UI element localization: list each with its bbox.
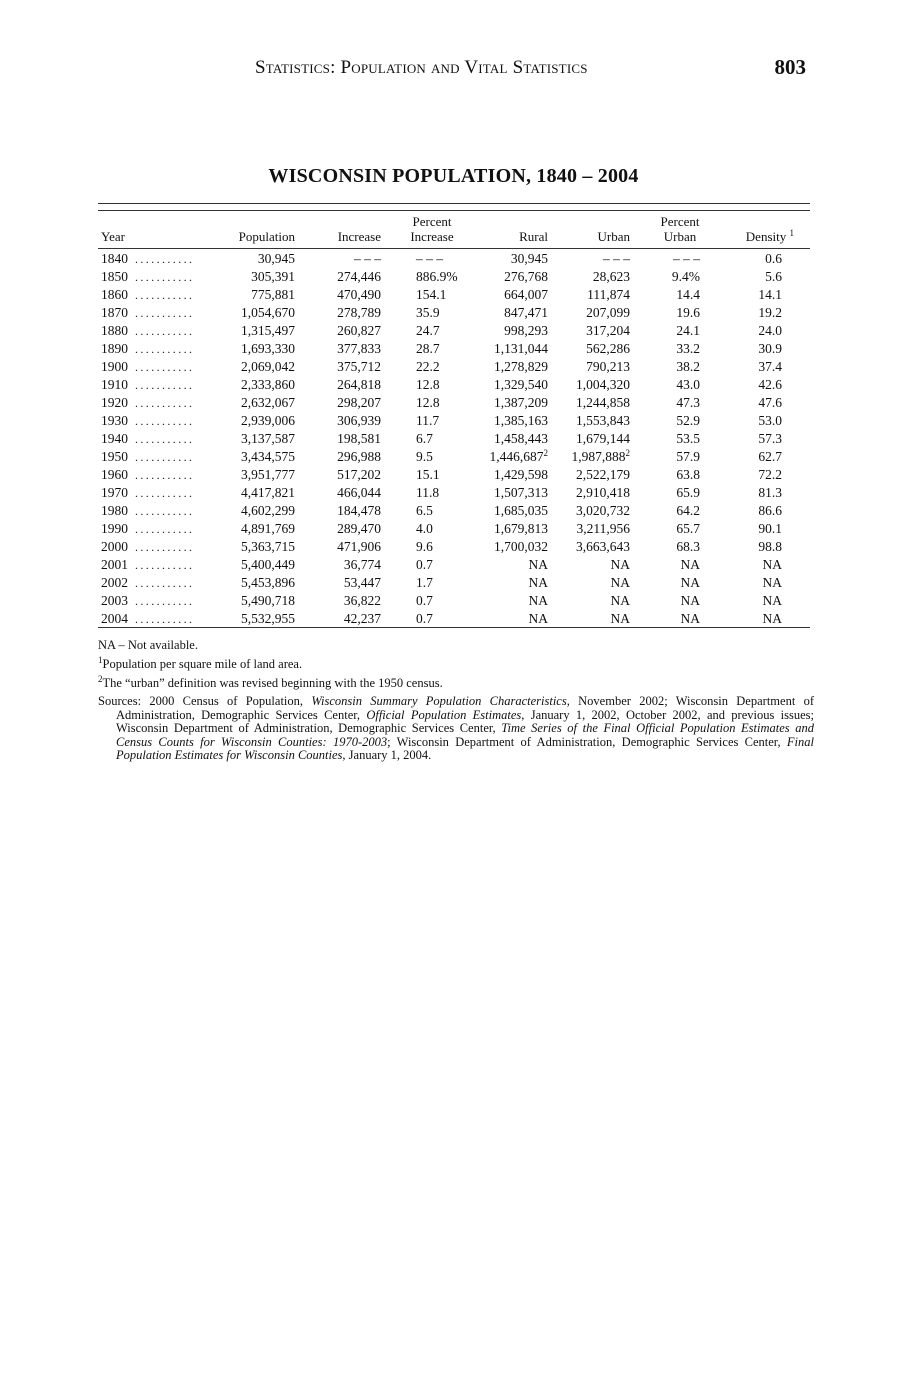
cell-urban-value: 3,211,956: [576, 521, 630, 536]
cell-year: 1900: [101, 359, 128, 374]
cell-year: 1880: [101, 323, 128, 338]
cell-density: 37.4: [758, 359, 782, 374]
cell-population: 5,400,449: [241, 557, 295, 572]
cell-year: 2003: [101, 593, 128, 608]
cell-population: 2,632,067: [241, 395, 295, 410]
cell-increase: 278,789: [337, 305, 381, 320]
cell-density: 24.0: [758, 323, 782, 338]
cell-increase: 260,827: [337, 323, 381, 338]
cell-year: 1950: [101, 449, 128, 464]
cell-percent-increase: 1.7: [416, 575, 433, 590]
cell-population: 3,434,575: [241, 449, 295, 464]
cell-rural: [529, 592, 549, 610]
cell-leader-dots: ...........: [135, 432, 195, 446]
cell-urban: [576, 466, 630, 484]
cell-rural: [504, 286, 548, 304]
cell-density: 86.6: [758, 503, 782, 518]
cell-rural: [529, 610, 549, 628]
cell-population: 2,333,860: [241, 377, 295, 392]
cell-urban: [576, 412, 630, 430]
table-row: [98, 610, 810, 628]
cell-urban-value: 1,987,888: [571, 449, 626, 464]
cell-increase: 470,490: [337, 287, 381, 302]
cell-percent-increase: 9.6: [416, 539, 433, 554]
cell-density: 62.7: [758, 449, 782, 464]
cell-percent-urban: 14.4: [676, 287, 700, 302]
cell-population: 775,881: [251, 287, 295, 302]
cell-density: 72.2: [758, 467, 782, 482]
cell-urban: [611, 574, 631, 592]
cell-percent-urban: 65.9: [676, 485, 700, 500]
cell-urban-value: NA: [610, 575, 630, 590]
cell-percent-increase: – – –: [416, 251, 443, 266]
cell-percent-urban: – – –: [673, 251, 700, 266]
cell-percent-urban: 65.7: [676, 521, 700, 536]
cell-urban-value: 1,244,858: [576, 395, 630, 410]
table-row: [98, 358, 810, 376]
cell-rural: [494, 502, 548, 520]
cell-percent-increase: 0.7: [416, 557, 433, 572]
cell-population: 1,054,670: [241, 305, 295, 320]
cell-leader-dots: ...........: [135, 522, 195, 536]
cell-urban: [603, 250, 630, 268]
cell-leader-dots: ...........: [135, 504, 195, 518]
cell-population: 3,951,777: [241, 467, 295, 482]
cell-year: 1920: [101, 395, 128, 410]
col-header-urban: Urban: [597, 229, 630, 244]
cell-leader-dots: ...........: [135, 342, 195, 356]
col-header-percent-urban: [650, 214, 710, 244]
cell-leader-dots: ...........: [135, 540, 195, 554]
col-header-percent-increase: [402, 214, 462, 244]
cell-increase: 274,446: [337, 269, 381, 284]
cell-urban: [577, 520, 631, 538]
cell-urban-value: 790,213: [586, 359, 630, 374]
cell-urban-value: 207,099: [586, 305, 630, 320]
cell-increase: – – –: [354, 251, 381, 266]
cell-urban: [586, 358, 630, 376]
cell-density: 14.1: [758, 287, 782, 302]
cell-urban-value: 3,020,732: [576, 503, 630, 518]
table-row: [98, 250, 810, 268]
note-na: NA – Not available.: [98, 638, 198, 652]
cell-rural: [504, 322, 548, 340]
col-header-percent-urban-line2: Urban: [663, 229, 697, 244]
cell-density: 0.6: [765, 251, 782, 266]
cell-increase: 36,774: [343, 557, 381, 572]
sources-title-4: Final Population Estimates for Wisconsin Counties: [116, 734, 814, 763]
cell-leader-dots: ...........: [135, 414, 195, 428]
cell-urban: [586, 322, 630, 340]
cell-rural: [494, 394, 548, 412]
cell-population: 4,891,769: [241, 521, 295, 536]
cell-urban-footnote-mark: 2: [625, 448, 630, 458]
cell-leader-dots: ...........: [135, 288, 195, 302]
footnote-1-mark: 1: [98, 655, 103, 665]
cell-urban-value: 317,204: [586, 323, 630, 338]
cell-population: 4,602,299: [241, 503, 295, 518]
cell-year: 1980: [101, 503, 128, 518]
cell-percent-urban: 38.2: [676, 359, 700, 374]
cell-percent-urban: NA: [680, 575, 700, 590]
cell-urban-value: NA: [610, 557, 630, 572]
cell-percent-increase: 24.7: [416, 323, 440, 338]
cell-increase: 377,833: [337, 341, 381, 356]
footnote-2-mark: 2: [98, 674, 103, 684]
cell-leader-dots: ...........: [135, 252, 195, 266]
cell-population: 5,490,718: [241, 593, 295, 608]
cell-increase: 306,939: [337, 413, 381, 428]
col-header-percent-urban-line1: Percent: [660, 214, 700, 229]
cell-urban: [586, 304, 630, 322]
cell-percent-urban: NA: [680, 593, 700, 608]
cell-rural-value: NA: [528, 575, 548, 590]
cell-rural: [504, 304, 548, 322]
cell-rural: [511, 250, 548, 268]
footnote-2: [98, 676, 814, 690]
cell-rural: [490, 448, 549, 466]
cell-rural-value: 1,685,035: [494, 503, 548, 518]
cell-density: 30.9: [758, 341, 782, 356]
cell-rural-value: 1,278,829: [494, 359, 548, 374]
sources-title-1: Wisconsin Summary Population Characteristics: [311, 694, 567, 708]
table-bottom-rule: [98, 627, 810, 628]
cell-urban: [611, 610, 631, 628]
table-row: [98, 538, 810, 556]
table-body: [98, 250, 810, 628]
cell-urban: [572, 448, 631, 466]
cell-percent-increase: 0.7: [416, 593, 433, 608]
cell-year: 2001: [101, 557, 128, 572]
cell-rural-value: NA: [528, 593, 548, 608]
table-row: [98, 304, 810, 322]
cell-percent-urban: 53.5: [676, 431, 700, 446]
cell-percent-increase: 15.1: [416, 467, 440, 482]
cell-year: 1840: [101, 251, 128, 266]
cell-percent-increase: 0.7: [416, 611, 433, 626]
cell-percent-increase: 11.7: [416, 413, 440, 428]
cell-percent-increase: 12.8: [416, 377, 440, 392]
col-header-rural: Rural: [519, 229, 548, 244]
cell-population: 30,945: [257, 251, 295, 266]
cell-density: 42.6: [758, 377, 782, 392]
cell-year: 1930: [101, 413, 128, 428]
cell-rural-value: 1,429,598: [494, 467, 548, 482]
cell-rural: [494, 358, 548, 376]
cell-rural-value: 1,507,313: [494, 485, 548, 500]
cell-urban-value: 28,623: [592, 269, 630, 284]
cell-percent-increase: 4.0: [416, 521, 433, 536]
cell-density: NA: [762, 575, 782, 590]
cell-rural-value: 276,768: [504, 269, 548, 284]
sources-note: [98, 695, 814, 763]
cell-percent-urban: NA: [680, 611, 700, 626]
cell-leader-dots: ...........: [135, 270, 195, 284]
table-notes: [98, 638, 814, 768]
cell-percent-urban: 63.8: [676, 467, 700, 482]
cell-population: 1,693,330: [241, 341, 295, 356]
cell-percent-increase: 11.8: [416, 485, 440, 500]
cell-increase: 466,044: [337, 485, 381, 500]
cell-percent-urban: 19.6: [676, 305, 700, 320]
cell-urban-value: NA: [610, 593, 630, 608]
cell-increase: 375,712: [337, 359, 381, 374]
cell-rural-value: 1,679,813: [494, 521, 548, 536]
cell-increase: 42,237: [343, 611, 381, 626]
table-row: [98, 322, 810, 340]
cell-leader-dots: ...........: [135, 450, 195, 464]
running-head: [0, 57, 907, 81]
cell-population: 4,417,821: [241, 485, 295, 500]
cell-percent-increase: 6.7: [416, 431, 433, 446]
cell-urban: [576, 502, 630, 520]
col-header-density-label: Density: [745, 229, 787, 244]
cell-population: 5,532,955: [241, 611, 295, 626]
cell-rural: [494, 430, 548, 448]
table-row: [98, 268, 810, 286]
cell-percent-urban: 57.9: [676, 449, 700, 464]
col-header-density: [746, 229, 794, 244]
cell-rural: [494, 340, 548, 358]
cell-leader-dots: ...........: [135, 396, 195, 410]
cell-increase: 289,470: [337, 521, 381, 536]
cell-percent-urban: 68.3: [676, 539, 700, 554]
cell-population: 305,391: [251, 269, 295, 284]
cell-urban: [576, 430, 630, 448]
cell-percent-urban: 52.9: [676, 413, 700, 428]
cell-rural: [494, 376, 548, 394]
cell-urban-value: 2,910,418: [576, 485, 630, 500]
cell-rural-value: 1,385,163: [494, 413, 548, 428]
cell-leader-dots: ...........: [135, 486, 195, 500]
table-top-rule: [98, 203, 810, 204]
cell-urban: [576, 394, 630, 412]
cell-increase: 184,478: [337, 503, 381, 518]
table-row: [98, 484, 810, 502]
table-row: [98, 412, 810, 430]
cell-percent-urban: 9.4%: [671, 269, 700, 284]
cell-rural-value: 847,471: [504, 305, 548, 320]
footnote-2-text: The “urban” definition was revised beginning with the 1950 census.: [102, 676, 443, 690]
cell-density: 47.6: [758, 395, 782, 410]
sources-text-3: , January 1, 2002, October 2002, and previous issues; Wisconsin Department of Administration, Demographic Services Center,: [116, 707, 814, 736]
cell-population: 5,363,715: [241, 539, 295, 554]
sources-text-1: Sources: 2000 Census of Population,: [98, 694, 312, 708]
col-header-percent-increase-line1: Percent: [412, 214, 452, 229]
cell-year: 1870: [101, 305, 128, 320]
cell-rural-footnote-mark: 2: [543, 448, 548, 458]
cell-density: 53.0: [758, 413, 782, 428]
cell-population: 3,137,587: [241, 431, 295, 446]
sources-text-5: , January 1, 2004.: [342, 748, 432, 763]
cell-leader-dots: ...........: [135, 360, 195, 374]
cell-percent-urban: 64.2: [676, 503, 700, 518]
cell-rural: [529, 574, 549, 592]
cell-density: 98.8: [758, 539, 782, 554]
cell-rural: [494, 520, 548, 538]
cell-year: 1910: [101, 377, 128, 392]
cell-urban: [593, 268, 630, 286]
cell-urban-value: 2,522,179: [576, 467, 630, 482]
cell-rural-value: 998,293: [504, 323, 548, 338]
footnote-1: [98, 657, 814, 671]
cell-urban: [587, 286, 630, 304]
cell-increase: 198,581: [337, 431, 381, 446]
cell-urban: [611, 556, 631, 574]
cell-year: 1850: [101, 269, 128, 284]
cell-increase: 53,447: [343, 575, 381, 590]
cell-percent-increase: 9.5: [416, 449, 433, 464]
table-row: [98, 592, 810, 610]
cell-rural-value: 1,387,209: [494, 395, 548, 410]
cell-leader-dots: ...........: [135, 558, 195, 572]
cell-leader-dots: ...........: [135, 378, 195, 392]
cell-year: 1990: [101, 521, 128, 536]
cell-density: 57.3: [758, 431, 782, 446]
cell-leader-dots: ...........: [135, 468, 195, 482]
cell-percent-urban: 43.0: [676, 377, 700, 392]
cell-urban-value: 1,004,320: [576, 377, 630, 392]
cell-percent-urban: 33.2: [676, 341, 700, 356]
cell-rural-value: 30,945: [510, 251, 548, 266]
running-title: Statistics: Population and Vital Statistics: [255, 57, 588, 78]
cell-rural-value: 1,446,687: [489, 449, 544, 464]
cell-population: 2,069,042: [241, 359, 295, 374]
cell-increase: 36,822: [343, 593, 381, 608]
table-row: [98, 286, 810, 304]
cell-rural-value: 1,329,540: [494, 377, 548, 392]
col-header-percent-increase-line2: Increase: [410, 229, 454, 244]
cell-population: 1,315,497: [241, 323, 295, 338]
cell-population: 5,453,896: [241, 575, 295, 590]
cell-rural: [494, 466, 548, 484]
cell-density: 5.6: [765, 269, 782, 284]
cell-density: 19.2: [758, 305, 782, 320]
col-header-increase: Increase: [337, 229, 381, 244]
cell-increase: 517,202: [337, 467, 381, 482]
cell-rural: [529, 556, 549, 574]
cell-rural-value: 1,131,044: [494, 341, 548, 356]
cell-percent-increase: 886.9%: [416, 269, 458, 284]
table-row: [98, 376, 810, 394]
cell-year: 2000: [101, 539, 128, 554]
table-row: [98, 556, 810, 574]
cell-urban: [576, 376, 630, 394]
cell-urban: [586, 340, 630, 358]
cell-rural: [494, 412, 548, 430]
cell-population: 2,939,006: [241, 413, 295, 428]
cell-increase: 298,207: [337, 395, 381, 410]
cell-urban-value: 1,679,144: [576, 431, 630, 446]
cell-rural-value: 664,007: [504, 287, 548, 302]
cell-percent-increase: 6.5: [416, 503, 433, 518]
cell-urban-value: 1,553,843: [576, 413, 630, 428]
cell-percent-increase: 22.2: [416, 359, 440, 374]
cell-urban-value: – – –: [603, 251, 630, 266]
table-header: [98, 215, 810, 247]
table-row: [98, 502, 810, 520]
cell-leader-dots: ...........: [135, 306, 195, 320]
cell-rural-value: NA: [528, 557, 548, 572]
cell-urban-value: 111,874: [587, 287, 630, 302]
table-row: [98, 466, 810, 484]
cell-density: 81.3: [758, 485, 782, 500]
cell-percent-urban: NA: [680, 557, 700, 572]
cell-increase: 296,988: [337, 449, 381, 464]
cell-year: 1960: [101, 467, 128, 482]
cell-leader-dots: ...........: [135, 324, 195, 338]
cell-year: 1970: [101, 485, 128, 500]
cell-year: 1890: [101, 341, 128, 356]
col-header-population: Population: [238, 229, 295, 244]
cell-rural-value: 1,700,032: [494, 539, 548, 554]
cell-percent-urban: 24.1: [676, 323, 700, 338]
cell-rural: [494, 538, 548, 556]
cell-urban-value: 562,286: [586, 341, 630, 356]
footnote-1-text: Population per square mile of land area.: [102, 657, 303, 671]
sources-title-2: Official Population Estimates: [366, 707, 522, 722]
cell-percent-increase: 35.9: [416, 305, 440, 320]
table-top-rule-inner: [98, 210, 810, 211]
cell-year: 2002: [101, 575, 128, 590]
table-header-rule: [98, 248, 810, 249]
cell-leader-dots: ...........: [135, 576, 195, 590]
sources-title-3: Time Series of the Final Official Population Estimates and Census Counts for Wisconsin Counties: 1970-2003: [116, 721, 814, 749]
cell-leader-dots: ...........: [135, 612, 195, 626]
cell-rural-value: 1,458,443: [494, 431, 548, 446]
table-row: [98, 340, 810, 358]
cell-density: 90.1: [758, 521, 782, 536]
page-number: 803: [774, 55, 806, 79]
table-row: [98, 448, 810, 466]
table-row: [98, 574, 810, 592]
cell-percent-increase: 12.8: [416, 395, 440, 410]
col-header-year: Year: [101, 229, 125, 244]
cell-year: 1940: [101, 431, 128, 446]
sources-text-4: ; Wisconsin Department of Administration, Demographic Services Center,: [387, 734, 787, 749]
cell-increase: 264,818: [337, 377, 381, 392]
cell-rural-value: NA: [528, 611, 548, 626]
cell-leader-dots: ...........: [135, 594, 195, 608]
cell-rural: [494, 484, 548, 502]
cell-urban: [576, 484, 630, 502]
table-row: [98, 430, 810, 448]
table-row: [98, 520, 810, 538]
table-title: WISCONSIN POPULATION, 1840 – 2004: [268, 165, 639, 187]
cell-percent-urban: 47.3: [676, 395, 700, 410]
sources-text-2: , November 2002; Wisconsin Department of Administration, Demographic Services Center,: [116, 694, 814, 722]
cell-percent-increase: 28.7: [416, 341, 440, 356]
cell-year: 2004: [101, 611, 128, 626]
cell-urban: [576, 538, 630, 556]
cell-density: NA: [762, 611, 782, 626]
table-row: [98, 394, 810, 412]
cell-density: NA: [762, 593, 782, 608]
cell-density: NA: [762, 557, 782, 572]
cell-urban-value: NA: [610, 611, 630, 626]
cell-urban: [611, 592, 631, 610]
cell-percent-increase: 154.1: [416, 287, 447, 302]
cell-urban-value: 3,663,643: [576, 539, 630, 554]
cell-rural: [504, 268, 548, 286]
cell-year: 1860: [101, 287, 128, 302]
density-footnote-mark: 1: [789, 228, 794, 238]
cell-increase: 471,906: [337, 539, 381, 554]
